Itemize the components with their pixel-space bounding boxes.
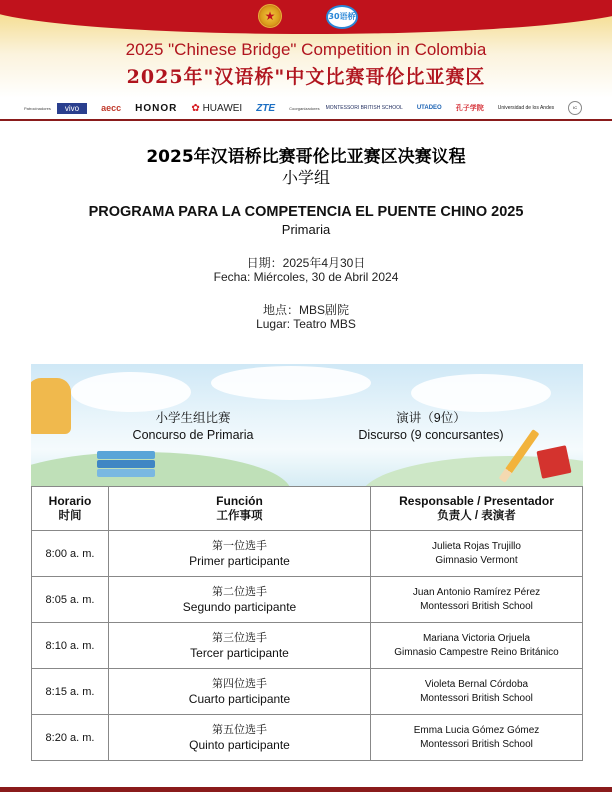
event-place-zh: 地点：MBS剧院 bbox=[262, 303, 349, 317]
banner-red-wave bbox=[0, 0, 612, 34]
table-row bbox=[32, 577, 583, 623]
page-title-zh: 2025年汉语桥比赛哥伦比亚赛区决赛议程 bbox=[146, 147, 466, 167]
huawei-logo: ✿ HUAWEI bbox=[191, 102, 243, 114]
honor-logo: HONOR bbox=[135, 102, 178, 114]
section-category-es: Concurso de Primaria bbox=[132, 428, 254, 442]
seal-logo: IC bbox=[568, 101, 582, 115]
row-responsible: Mariana Victoria Orjuela Gimnasio Campestre Reino Británico bbox=[371, 623, 583, 669]
section-category-zh: 小学生组比赛 bbox=[155, 411, 231, 425]
row-time: 8:15 a. m. bbox=[32, 669, 109, 715]
section-category bbox=[73, 410, 313, 444]
banner-title-en: 2025 "Chinese Bridge" Competition in Colombia bbox=[125, 40, 487, 59]
confucius-institute-logo: 孔子学院 bbox=[455, 105, 484, 112]
event-date-es: Fecha: Miércoles, 30 de Abril 2024 bbox=[213, 270, 399, 284]
row-time: 8:10 a. m. bbox=[32, 623, 109, 669]
table-row bbox=[32, 715, 583, 761]
backpack-icon bbox=[31, 378, 71, 434]
row-time: 8:20 a. m. bbox=[32, 715, 109, 761]
page-subtitle-es: Primaria bbox=[281, 222, 331, 237]
table-header-row bbox=[32, 487, 583, 531]
row-responsible: Emma Lucia Gómez Gómez Montessori British School bbox=[371, 715, 583, 761]
header-horario: Horario 时间 bbox=[32, 487, 109, 531]
header-funcion: Función 工作事项 bbox=[109, 487, 371, 531]
header-banner bbox=[0, 0, 612, 98]
national-emblem-icon: ★ bbox=[258, 4, 282, 28]
section-type-zh: 演讲（9位） bbox=[396, 411, 466, 425]
row-function: 第三位选手 Tercer participante bbox=[109, 623, 371, 669]
cloud-shape bbox=[71, 372, 191, 412]
cloud-shape bbox=[211, 366, 371, 400]
sponsor-strip bbox=[0, 98, 612, 118]
event-date-zh: 日期：2025年4月30日 bbox=[246, 256, 366, 270]
row-function: 第五位选手 Quinto participante bbox=[109, 715, 371, 761]
sponsors-label: Patrocinadores bbox=[24, 105, 51, 111]
section-type bbox=[311, 410, 551, 444]
huawei-petal-icon: ✿ bbox=[191, 102, 200, 114]
footer-divider bbox=[0, 787, 612, 792]
table-row bbox=[32, 531, 583, 577]
row-responsible: Violeta Bernal Córdoba Montessori British School bbox=[371, 669, 583, 715]
event-place-es: Lugar: Teatro MBS bbox=[256, 317, 356, 331]
table-row bbox=[32, 623, 583, 669]
row-function: 第四位选手 Cuarto participante bbox=[109, 669, 371, 715]
row-time: 8:00 a. m. bbox=[32, 531, 109, 577]
section-type-es: Discurso (9 concursantes) bbox=[358, 428, 504, 442]
vivo-logo: vivo bbox=[57, 103, 87, 114]
row-time: 8:05 a. m. bbox=[32, 577, 109, 623]
section-banner-illustration bbox=[31, 364, 583, 486]
uniandes-logo: Universidad de los Andes bbox=[497, 105, 555, 111]
montessori-logo: MONTESSORI BRITISH SCHOOL bbox=[325, 105, 403, 111]
page-title-es: PROGRAMA PARA LA COMPETENCIA EL PUENTE CHINO 2025 bbox=[88, 204, 524, 220]
page-subtitle-zh: 小学组 bbox=[281, 168, 330, 187]
aecc-logo: aecc bbox=[101, 103, 122, 113]
banner-title-zh: 2025年"汉语桥"中文比赛哥伦比亚赛区 bbox=[126, 66, 486, 88]
chinese-bridge-logo: 30语桥 bbox=[326, 5, 358, 29]
utadeo-logo: UTADEO bbox=[416, 105, 442, 111]
row-function: 第一位选手 Primer participante bbox=[109, 531, 371, 577]
book-stack-icon bbox=[97, 450, 155, 477]
row-responsible: Julieta Rojas Trujillo Gimnasio Vermont bbox=[371, 531, 583, 577]
hill-shape bbox=[31, 452, 291, 486]
organizers-label: Coorganizadores bbox=[289, 105, 320, 111]
header-responsable: Responsable / Presentador 负责人 / 表演者 bbox=[371, 487, 583, 531]
header-divider bbox=[0, 119, 612, 121]
schedule-table bbox=[31, 486, 583, 761]
zte-logo: ZTE bbox=[256, 102, 276, 114]
row-function: 第二位选手 Segundo participante bbox=[109, 577, 371, 623]
row-responsible: Juan Antonio Ramírez Pérez Montessori British School bbox=[371, 577, 583, 623]
cloud-shape bbox=[411, 374, 551, 412]
table-row bbox=[32, 669, 583, 715]
